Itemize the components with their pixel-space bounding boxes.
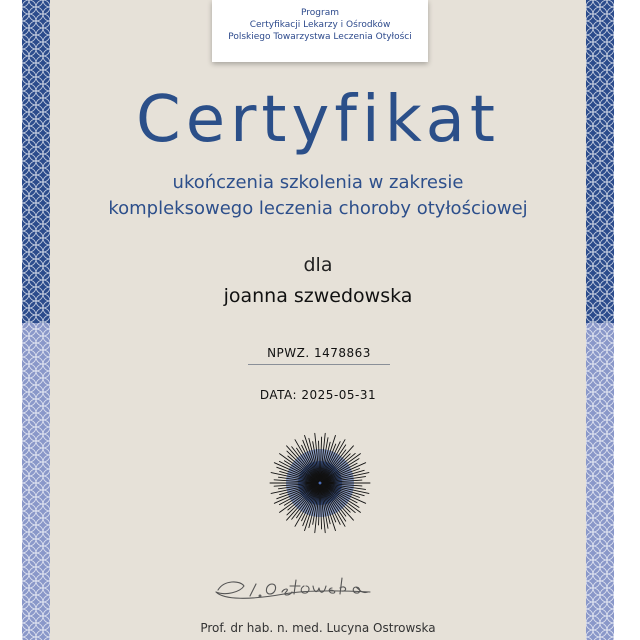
program-header-box: [212, 0, 428, 62]
subtitle-line-2: kompleksowego leczenia choroby otyłościowej: [108, 198, 528, 219]
starburst-emblem-icon: [268, 431, 372, 535]
subtitle-line-1: ukończenia szkolenia w zakresie: [172, 172, 464, 193]
handwritten-signature: [210, 570, 410, 608]
circles-pattern-icon: [22, 0, 50, 640]
certificate-title: Certyfikat: [136, 83, 500, 157]
left-border-pattern: [22, 0, 50, 640]
issue-date: DATA: 2025-05-31: [259, 388, 377, 402]
header-line-program: Program: [301, 8, 339, 18]
header-line-certification: Certyfikacji Lekarzy i Ośrodków: [249, 20, 391, 30]
circles-pattern-icon: [586, 0, 614, 640]
certificate-subtitle: [50, 170, 586, 222]
recipient-name: joanna szwedowska: [223, 285, 413, 307]
right-border-pattern: [586, 0, 614, 640]
header-line-society: Polskiego Towarzystwa Leczenia Otyłości: [228, 32, 412, 42]
npwz-number: NPWZ. 1478863: [248, 346, 390, 365]
signer-name: Prof. dr hab. n. med. Lucyna Ostrowska: [200, 621, 436, 635]
for-label: dla: [303, 254, 333, 276]
